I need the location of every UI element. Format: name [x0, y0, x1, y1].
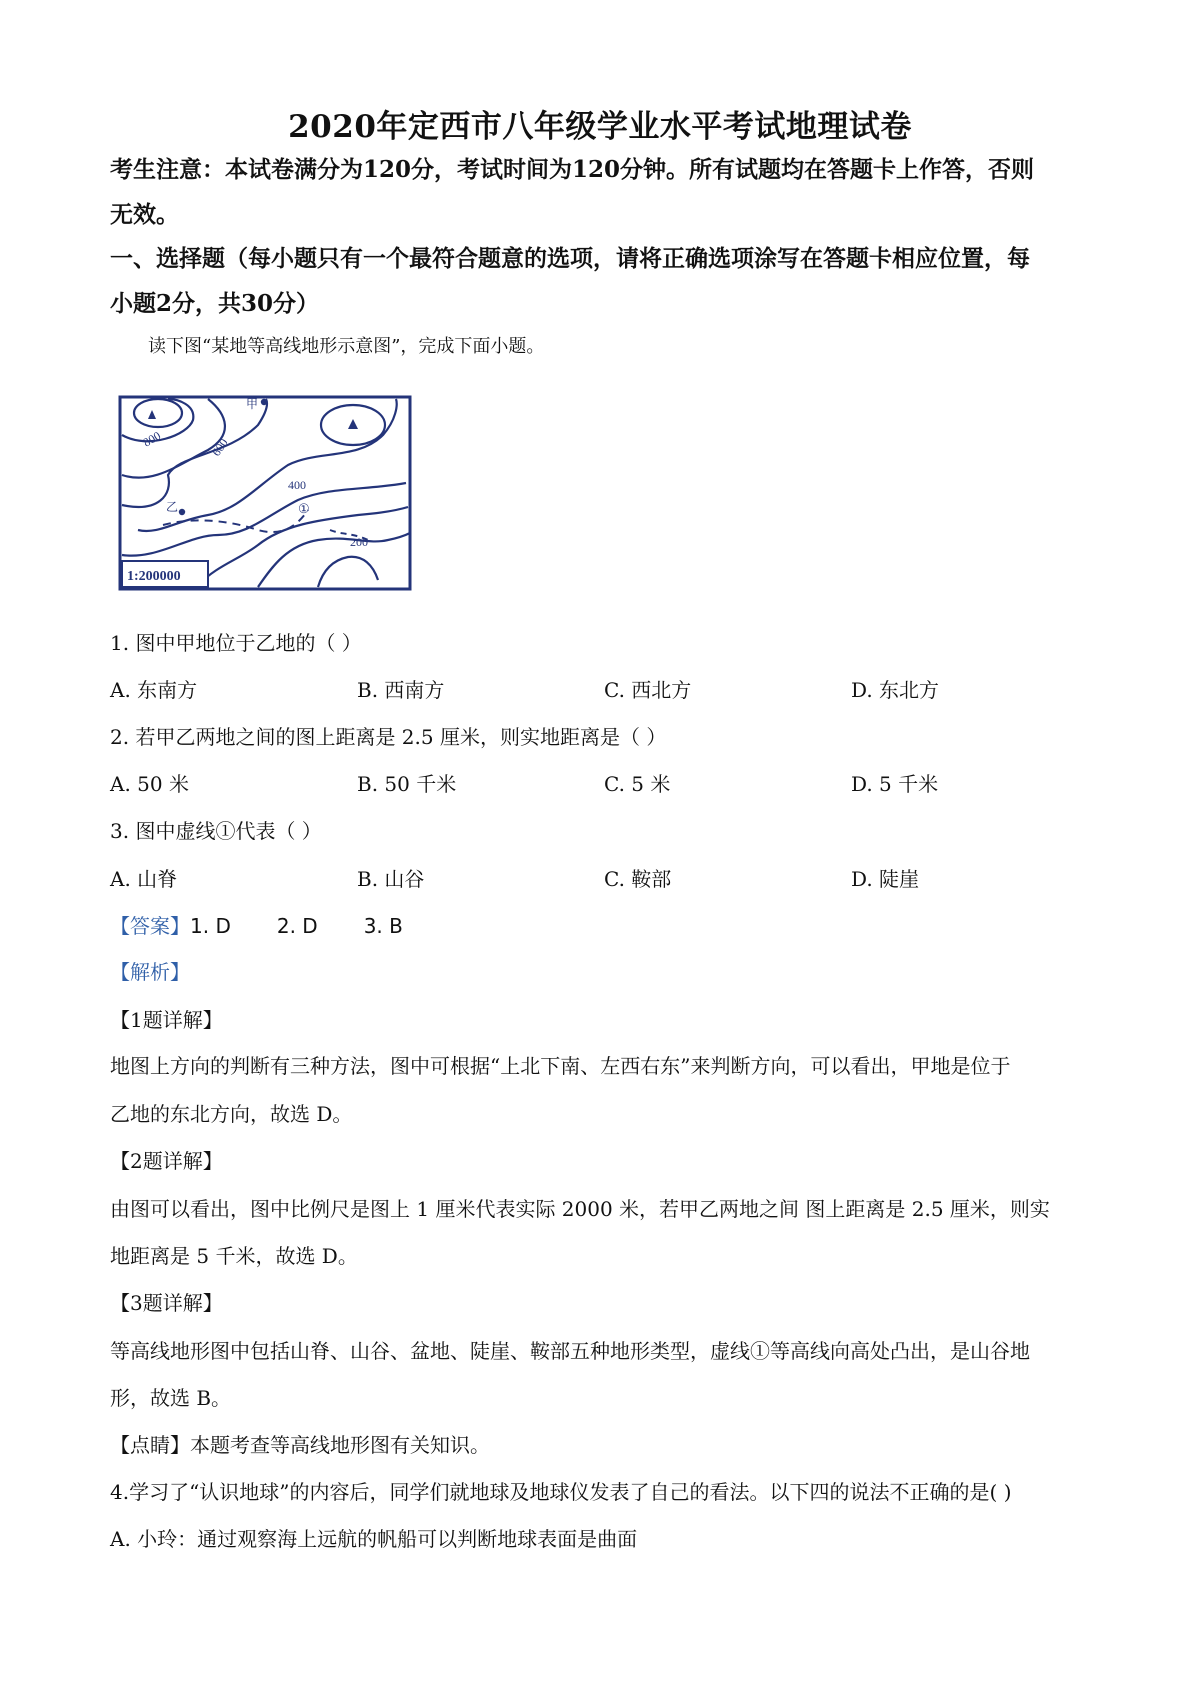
detail-3-line-2: 形，故选 B。: [110, 1386, 232, 1410]
contour-label-400: 400: [288, 478, 306, 492]
notice-line-1: 考生注意：本试卷满分为120分，考试时间为120分钟。所有试题均在答题卡上作答，否则: [110, 156, 1035, 183]
question-2-option-b: B. 50 千米: [357, 772, 457, 796]
scale-label: 1:200000: [127, 569, 181, 584]
detail-1-line-2: 乙地的东北方向，故选 D。: [110, 1102, 353, 1126]
question-3-option-d: D. 陡崖: [851, 867, 920, 891]
label-dash-1: ①: [298, 501, 310, 516]
question-3-option-b: B. 山谷: [357, 867, 425, 891]
contour-label-800: 800: [140, 428, 164, 450]
detail-2-line-1: 由图可以看出，图中比例尺是图上 1 厘米代表实际 2000 米，若甲乙两地之间 图上距离是 2.5 厘米，则实: [110, 1197, 1050, 1221]
answer-row: [110, 910, 403, 939]
answer-label: 【答案】: [110, 914, 190, 938]
answer-2: 2. D: [276, 914, 318, 938]
question-1-option-c: C. 西北方: [604, 678, 692, 702]
contour-map-figure: [118, 395, 418, 595]
detail-3-head: 【3题详解】: [110, 1291, 223, 1315]
detail-2-line-2: 地距离是 5 千米，故选 D。: [110, 1244, 358, 1268]
contour-label-600: 600: [208, 435, 231, 459]
answer-3: 3. B: [363, 914, 403, 938]
detail-2-head: 【2题详解】: [110, 1149, 223, 1173]
section-heading-line-1: 一、选择题（每小题只有一个最符合题意的选项，请将正确选项涂写在答题卡相应位置，每: [110, 245, 1030, 272]
point-yi-dot: [179, 509, 185, 515]
question-4-stem: 4.学习了“认识地球”的内容后，同学们就地球及地球仪发表了自己的看法。以下四的说法不正确的是( ): [110, 1480, 1012, 1504]
question-1-option-d: D. 东北方: [851, 678, 940, 702]
answer-1: 1. D: [190, 914, 231, 938]
detail-3-line-1: 等高线地形图中包括山脊、山谷、盆地、陡崖、鞍部五种地形类型，虚线①等高线向高处凸出，是山谷地: [110, 1339, 1030, 1363]
question-1-stem: 1. 图中甲地位于乙地的（ ）: [110, 631, 362, 655]
question-3-stem: 3. 图中虚线①代表（ ）: [110, 819, 322, 843]
map-instruction: 读下图“某地等高线地形示意图”，完成下面小题。: [148, 336, 545, 357]
label-yi: 乙: [166, 500, 179, 514]
page-title: 2020年定西市八年级学业水平考试地理试卷: [288, 109, 912, 145]
question-2-option-c: C. 5 米: [604, 772, 671, 796]
detail-1-head: 【1题详解】: [110, 1008, 223, 1032]
question-3-option-a: A. 山脊: [110, 867, 178, 891]
point-jia-dot: [261, 399, 267, 405]
label-jia: 甲: [246, 397, 259, 411]
question-1-option-a: A. 东南方: [110, 678, 198, 702]
section-heading-line-2: 小题2分，共30分）: [110, 290, 320, 317]
detail-1-line-1: 地图上方向的判断有三种方法，图中可根据“上北下南、左西右东”来判断方向，可以看出，甲地是位于: [110, 1054, 1011, 1078]
notice-line-2: 无效。: [110, 201, 179, 228]
contour-label-200: 200: [350, 535, 368, 549]
question-2-option-d: D. 5 千米: [851, 772, 939, 796]
question-2-stem: 2. 若甲乙两地之间的图上距离是 2.5 厘米，则实地距离是（ ）: [110, 725, 667, 749]
analysis-label: 【解析】: [110, 960, 190, 984]
dianjing-note: 【点睛】本题考查等高线地形图有关知识。: [110, 1433, 490, 1457]
question-2-option-a: A. 50 米: [110, 772, 189, 796]
question-4-option-a: A. 小玲：通过观察海上远航的帆船可以判断地球表面是曲面: [110, 1527, 638, 1551]
question-3-option-c: C. 鞍部: [604, 867, 672, 891]
question-1-option-b: B. 西南方: [357, 678, 445, 702]
